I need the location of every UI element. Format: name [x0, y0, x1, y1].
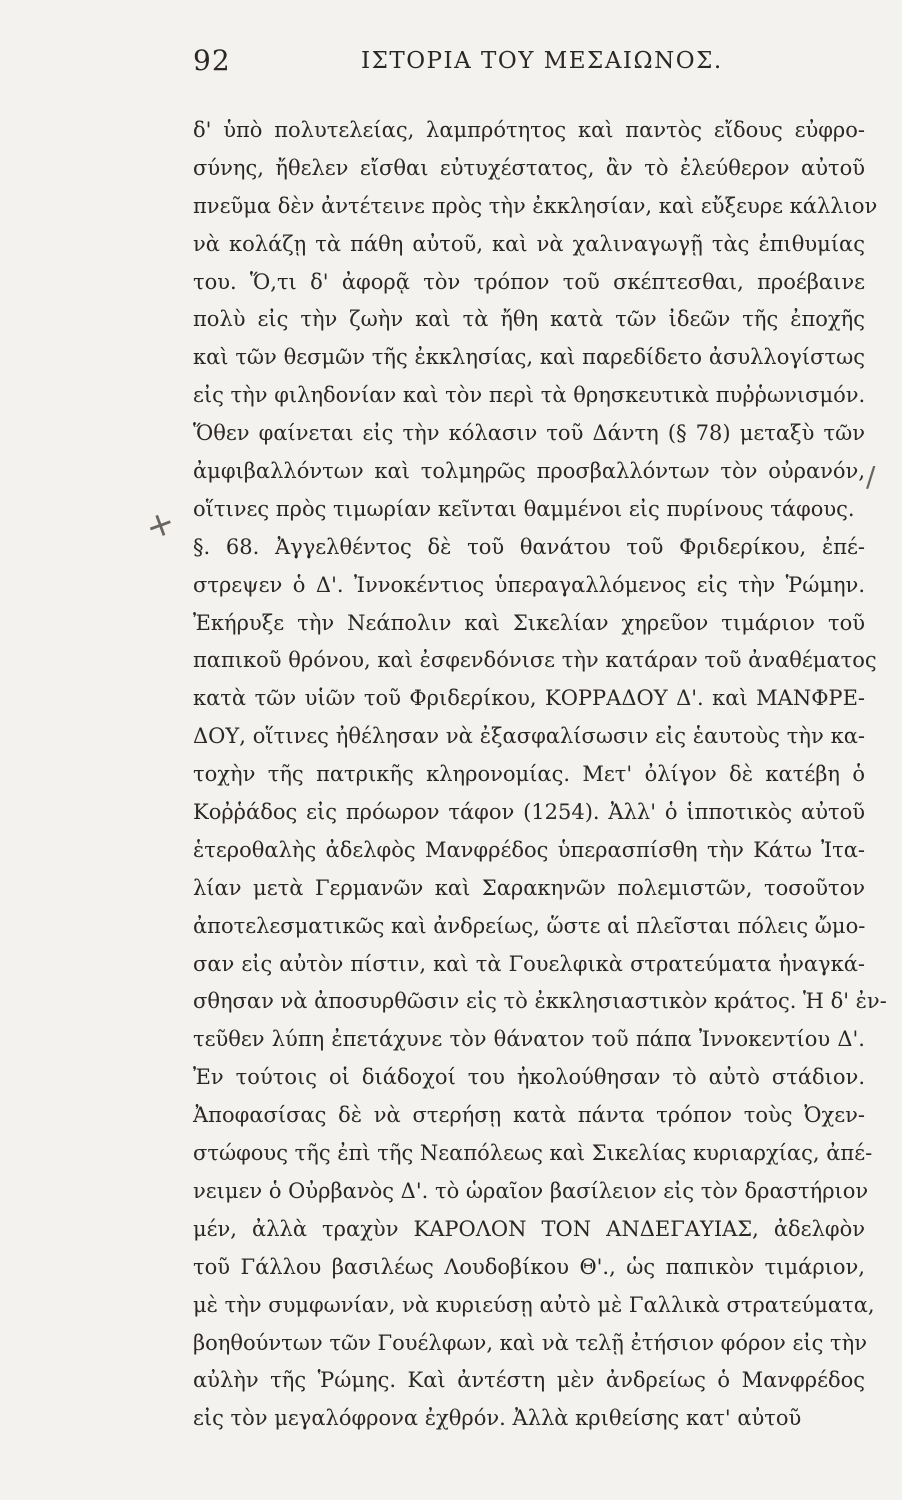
text-line: πολὺ εἰς τὴν ζωὴν καὶ τὰ ἤθη κατὰ τῶν ἰδεῶν τῆς ἐποχῆς	[193, 307, 865, 332]
text-line: ἀποτελεσματικῶς καὶ ἀνδρείως, ὥστε αἱ πλεῖσται πόλεις ὤμο-	[193, 913, 866, 938]
text-line: ἀμφιβαλλόντων καὶ τολμηρῶς προσβαλλόντων τὸν οὐρανόν,	[193, 459, 865, 484]
text-line: λίαν μετὰ Γερμανῶν καὶ Σαρακηνῶν πολεμιστῶν, τοσοῦτον	[193, 875, 865, 900]
text-line: Ἐν τούτοις οἱ διάδοχοί του ἠκολούθησαν τὸ αὐτὸ στάδιον.	[193, 1065, 865, 1090]
text-line: εἰς τὸν μεγαλόφρονα ἐχθρόν. Ἀλλὰ κριθείσης κατ' αὐτοῦ	[193, 1406, 802, 1431]
text-line: οἵτινες πρὸς τιμωρίαν κεῖνται θαμμένοι εἰς πυρίνους τάφους.	[193, 496, 855, 521]
text-line: μὲ τὴν συμφωνίαν, νὰ κυριεύσῃ αὐτὸ μὲ Γαλλικὰ στρατεύματα,	[193, 1292, 875, 1317]
text-line: βοηθούντων τῶν Γουέλφων, καὶ νὰ τελῇ ἐτήσιον φόρον εἰς τὴν	[193, 1330, 867, 1355]
text-line: εἰς τὴν φιληδονίαν καὶ τὸν περὶ τὰ θρησκευτικὰ πυῤῥωνισμόν.	[193, 383, 866, 408]
text-line: τεῦθεν λύπη ἐπετάχυνε τὸν θάνατον τοῦ πάπα Ἰννοκεντίου Δ'.	[193, 1027, 865, 1052]
margin-bracket-mark: /	[866, 460, 876, 493]
margin-cross-mark: +	[140, 501, 181, 549]
text-line: σύνης, ἤθελεν εἴσθαι εὐτυχέστατος, ἂν τὸ ἐλεύθερον αὐτοῦ	[193, 155, 865, 180]
text-line: Ἐκήρυξε τὴν Νεάπολιν καὶ Σικελίαν χηρεῦον τιμάριον τοῦ	[193, 610, 865, 635]
text-line: §. 68. Ἀγγελθέντος δὲ τοῦ θανάτου τοῦ Φριδερίκου, ἐπέ-	[193, 534, 865, 559]
text-line: αὐλὴν τῆς Ῥώμης. Καὶ ἀντέστη μὲν ἀνδρείως ὁ Μανφρέδος	[193, 1368, 865, 1393]
body-text	[193, 112, 887, 1438]
text-line: κατὰ τῶν υἱῶν τοῦ Φριδερίκου, ΚΟΡΡΑΔΟΥ Δ'. καὶ ΜΑΝΦΡΕ-	[193, 686, 865, 711]
text-line: Ὅθεν φαίνεται εἰς τὴν κόλασιν τοῦ Δάντη (§ 78) μεταξὺ τῶν	[193, 421, 865, 446]
text-line: στώφους τῆς ἐπὶ τῆς Νεαπόλεως καὶ Σικελίας κυριαρχίας, ἀπέ-	[193, 1141, 873, 1166]
text-line: Κοῤῥάδος εἰς πρόωρον τάφον (1254). Ἀλλ' ὁ ἱπποτικὸς αὐτοῦ	[193, 800, 865, 825]
text-line: ἑτεροθαλὴς ἀδελφὸς Μανφρέδος ὑπερασπίσθη τὴν Κάτω Ἰτα-	[193, 837, 865, 862]
text-line: στρεψεν ὁ Δ'. Ἰννοκέντιος ὑπεραγαλλόμενος εἰς τὴν Ῥώμην.	[193, 572, 865, 597]
text-line: νὰ κολάζῃ τὰ πάθη αὐτοῦ, καὶ νὰ χαλιναγωγῇ τὰς ἐπιθυμίας	[193, 231, 865, 256]
text-line: τοῦ Γάλλου βασιλέως Λουδοβίκου Θ'., ὡς παπικὸν τιμάριον,	[193, 1254, 865, 1279]
text-line: καὶ τῶν θεσμῶν τῆς ἐκκλησίας, καὶ παρεδίδετο ἀσυλλογίστως	[193, 345, 865, 370]
text-line: παπικοῦ θρόνου, καὶ ἐσφενδόνισε τὴν κατάραν τοῦ ἀναθέματος	[193, 648, 877, 673]
page-number: 92	[193, 44, 231, 77]
text-line: ΔΟΥ, οἵτινες ἠθέλησαν νὰ ἐξασφαλίσωσιν εἰς ἑαυτοὺς τὴν κα-	[193, 724, 865, 749]
text-line: σθησαν νὰ ἀποσυρθῶσιν εἰς τὸ ἐκκλησιαστικὸν κράτος. Ἡ δ' ἐν-	[193, 989, 887, 1014]
text-line: του. Ὅ,τι δ' ἀφορᾷ τὸν τρόπον τοῦ σκέπτεσθαι, προέβαινε	[193, 269, 865, 294]
page-header	[193, 44, 863, 84]
text-line: τοχὴν τῆς πατρικῆς κληρονομίας. Μετ' ὀλίγον δὲ κατέβη ὁ	[193, 762, 865, 787]
text-line: Ἀποφασίσας δὲ νὰ στερήσῃ κατὰ πάντα τρόπον τοὺς Ὀχεν-	[193, 1103, 865, 1128]
running-title: ΙΣΤΟΡΙΑ ΤΟΥ ΜΕΣΑΙΩΝΟΣ.	[361, 48, 723, 74]
text-line: σαν εἰς αὐτὸν πίστιν, καὶ τὰ Γουελφικὰ στρατεύματα ἠναγκά-	[193, 951, 865, 976]
text-line: δ' ὑπὸ πολυτελείας, λαμπρότητος καὶ παντὸς εἴδους εὐφρο-	[193, 118, 865, 142]
text-line: πνεῦμα δὲν ἀντέτεινε πρὸς τὴν ἐκκλησίαν, καὶ εὔξευρε κάλλιον	[193, 193, 878, 218]
text-line: μέν, ἀλλὰ τραχὺν ΚΑΡΟΛΟΝ ΤΟΝ ΑΝΔΕΓΑΥΙΑΣ, ἀδελφὸν	[193, 1216, 865, 1241]
text-line: νειμεν ὁ Οὐρβανὸς Δ'. τὸ ὡραῖον βασίλειον εἰς τὸν δραστήριον	[193, 1178, 869, 1203]
